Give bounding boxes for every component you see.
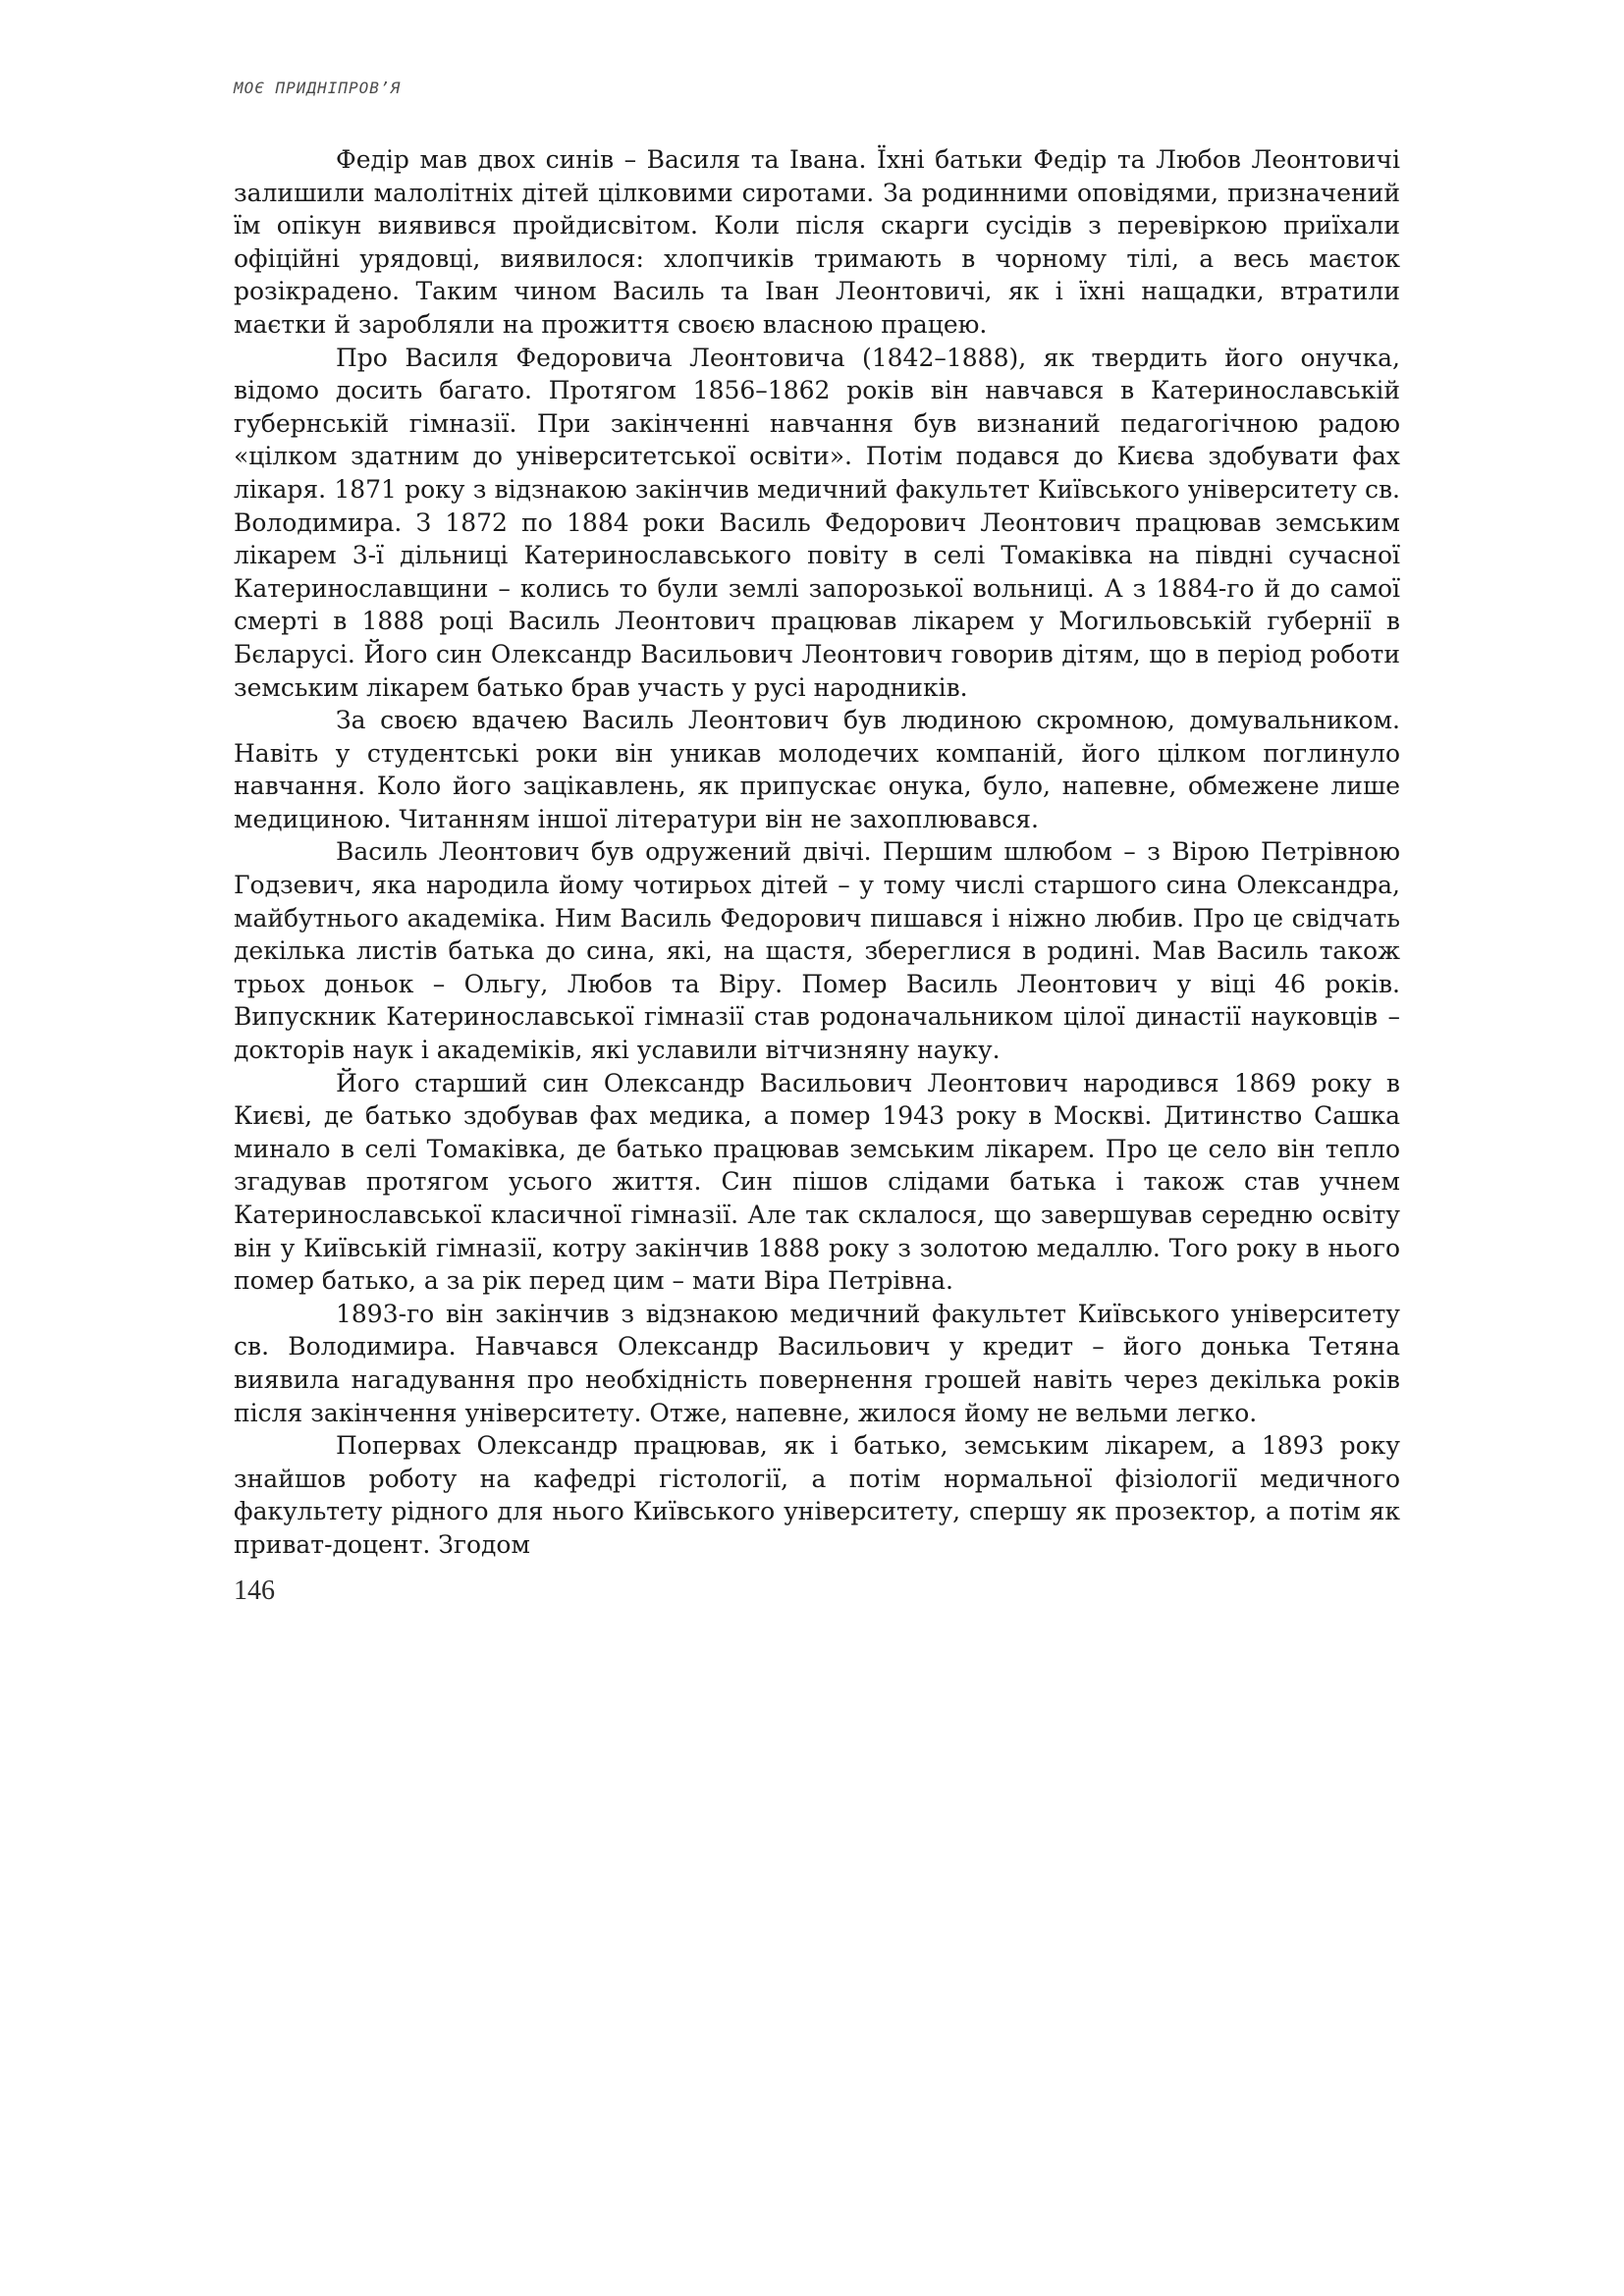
paragraph: Його старший син Олександр Васильович Леонтович народився 1869 року в Києві, де батько здобував фах медика, а помер 1943 року в Москві. Дитинство Сашка минало в селі Томаківка, де батько працював земським лікарем. Про це село він тепло згадував протягом усього життя. Син пішов слідами батька і також став учнем Катеринославської класичної гімназії. Але так склалося, що завершував середню освіту він у Київській гімназії, котру закінчив 1888 року з золотою медаллю. Того року в нього помер батько, а за рік перед цим – мати Віра Петрівна. xyxy=(234,1068,1400,1296)
body-text xyxy=(234,143,1400,1562)
paragraph: Федір мав двох синів – Василя та Івана. Їхні батьки Федір та Любов Леонтовичі залишили малолітніх дітей цілковими сиротами. За родинними оповідями, призначений їм опікун виявився пройдисвітом. Коли після скарги сусідів з перевіркою приїхали офіційні урядовці, виявилося: хлопчиків тримають в чорному тілі, а весь маєток розікрадено. Таким чином Василь та Іван Леонтовичі, як і їхні нащадки, втратили маєтки й заробляли на прожиття своєю власною працею. xyxy=(234,145,1400,339)
page-number: 146 xyxy=(234,1575,275,1606)
paragraph: Василь Леонтович був одружений двічі. Першим шлюбом – з Вірою Петрівною Годзевич, яка народила йому чотирьох дітей – у тому числі старшого сина Олександра, майбутнього академіка. Ним Василь Федорович пишався і ніжно любив. Про це свідчать декілька листів батька до сина, які, на щастя, збереглися в родині. Мав Василь також трьох доньок – Ольгу, Любов та Віру. Помер Василь Леонтович у віці 46 років. Випускник Катеринославської гімназії став родоначальником цілої династії науковців – докторів наук і академіків, які уславили вітчизняну науку. xyxy=(234,837,1400,1065)
paragraph: 1893-го він закінчив з відзнакою медичний факультет Київського університету св. Володимира. Навчався Олександр Васильович у кредит – його донька Тетяна виявила нагадування про необхідність повернення грошей навіть через декілька років після закінчення університету. Отже, напевне, жилося йому не вельми легко. xyxy=(234,1299,1400,1427)
running-head: МОЄ ПРИДНІПРОВ’Я xyxy=(234,79,402,97)
paragraph: Попервах Олександр працював, як і батько, земським лікарем, а 1893 року знайшов роботу на кафедрі гістології, а потім нормальної фізіології медичного факультету рідного для нього Київського університету, спершу як прозектор, а потім як приват-доцент. Згодом xyxy=(234,1431,1400,1559)
paragraph: За своєю вдачею Василь Леонтович був людиною скромною, домувальником. Навіть у студентські роки він уникав молодечих компаній, його цілком поглинуло навчання. Коло його зацікавлень, як припускає онука, було, напевне, обмежене лише медициною. Читанням іншої літератури він не захоплювався. xyxy=(234,706,1400,833)
paragraph: Про Василя Федоровича Леонтовича (1842–1888), як твердить його онучка, відомо досить багато. Протягом 1856–1862 років він навчався в Катеринославській губернській гімназії. При закінченні навчання був визнаний педагогічною радою «цілком здатним до університетської освіти». Потім подався до Києва здобувати фах лікаря. 1871 року з відзнакою закінчив медичний факультет Київського університету св. Володимира. З 1872 по 1884 роки Василь Федорович Леонтович працював земським лікарем 3-ї дільниці Катеринославського повіту в селі Томаківка на півдні сучасної Катеринославщини – колись то були землі запорозької вольниці. А з 1884-го й до самої смерті в 1888 році Василь Леонтович працював лікарем у Могильовській губернії в Бєларусі. Його син Олександр Васильович Леонтович говорив дітям, що в період роботи земським лікарем батько брав участь у русі народників. xyxy=(234,343,1400,702)
